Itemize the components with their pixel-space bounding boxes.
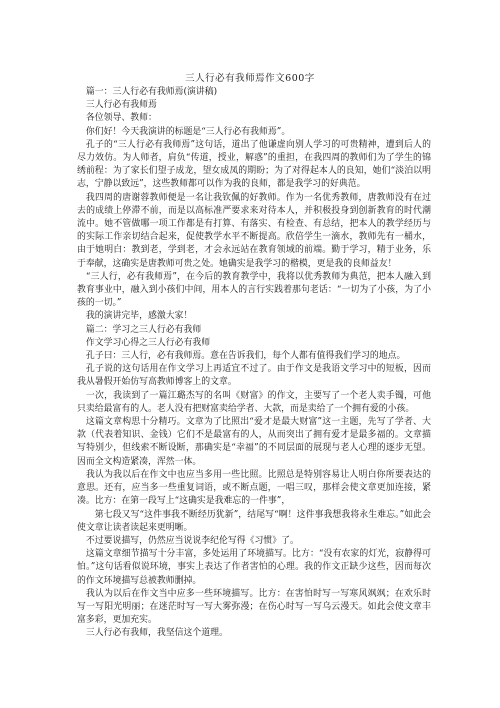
paragraph: 这篇文章构思十分精巧。文章为了比照出“爱才是最大财富”这一主题，先写了学者、大款（代表着知识、金钱）它们不是最富有的人，从而突出了拥有爱才是最多福的。文章描写特别少，但线索不断设断，那确实是“幸福”的不同层面的展现与老人心理的逐步无望。因而全文构造紧凑，浑然一体。 bbox=[77, 417, 431, 467]
paragraph: 孔子说的这句话用在作文学习上再适宜不过了。由于作文是我语文学习中的短板，因而我从暑假开始仿写高教师博客上的文章。 bbox=[77, 364, 431, 388]
paragraph: 我的演讲完毕，感激大家！ bbox=[85, 311, 193, 322]
paragraph: 篇二：学习之三人行必有我师 bbox=[85, 324, 202, 335]
paragraph: “三人行，必有我师焉”，在今后的教育教学中，我将以优秀教师为典范，把本人融入到教育事业中，融入到小孩们中间，用本人的言行实践着那句老话：“一切为了小孩，为了小孩的一切。” bbox=[77, 271, 431, 309]
paragraph: 我认为以后在作文当中应多一些环境描写。比方：在害怕时写一写寒风飒飒；在欢乐时写一写阳光明丽；在迷茫时写一写大雾弥漫；在伤心时写一写乌云漫天。如此会使文章丰富多彩，更加充实。 bbox=[77, 588, 431, 626]
document-title: 三人行必有我师焉作文600字 bbox=[185, 73, 315, 84]
paragraph: 三人行必有我师，我坚信这个道理。 bbox=[85, 628, 228, 639]
paragraph: 孔子曰：三人行，必有我师焉。意在告诉我们，每个人都有值得我们学习的地点。 bbox=[85, 351, 406, 362]
paragraph: 我四周的唐谢蓉教师便是一名让我钦佩的好教师。作为一名优秀教师，唐教师没有在过去的成绩上停滞不前，而是以高标准严要求来对待本人，并积极投身到创新教育的时代潮流中。她不管做哪一项工作都是有打算、有落实、有检查、有总结，把本人的教学经历与的实际工作亲切结合起来，促使教学水平不断提高。欣倍学生一滴水，教师先有一桶水，由于她明白：教到老，学到老，才会永远站在教育领域的前端。勤于学习，精于业务，乐于奉献，这确实是唐教师可贵之处。她确实是我学习的楷模，更是我的良师益友！ bbox=[77, 192, 431, 269]
paragraph: 作文学习心得之三人行必有我师 bbox=[85, 337, 211, 348]
paragraph: 不过要说描写，仍然应当说说李纪伦写得《习惯》了。 bbox=[85, 535, 299, 546]
paragraph: 一次，我读到了一篇江璐杰写的名叫《财富》的作文，主要写了一个老人卖手镯，可他只卖给最富有的人。老人没有把财富卖给学者、大款，而是卖给了一个拥有爱的小孩。 bbox=[77, 390, 431, 414]
paragraph: 篇一：三人行必有我师焉(演讲稿) bbox=[85, 87, 218, 97]
paragraph: 三人行必有我师焉 bbox=[85, 100, 157, 111]
paragraph: 你们好！今天我演讲的标题是“三人行必有我师焉”。 bbox=[85, 126, 291, 137]
paragraph: 这篇文章细节描写十分丰富，多处运用了环境描写。比方：“没有农家的灯光，寂静得可怕。”这句话看似说环境，事实上表达了作者害怕的心理。我的作文正缺少这些，因而每次的作文环境描写总被教师删掉。 bbox=[77, 549, 431, 586]
document-body bbox=[77, 86, 431, 641]
paragraph: 各位领导、教师： bbox=[85, 113, 157, 124]
paragraph: 第七段又写“这件事我不断经历犹新”，结尾写“啊！这件事我想我将永生难忘。”如此会使文章让读者读起来更明晰。 bbox=[77, 509, 431, 533]
paragraph: 孔子的“三人行必有我师焉”这句话，道出了他谦虚向别人学习的可贵精神，遭到后人的尽力效仿。为人师者，肩负“传道，授业，解惑”的重担，在我四周的教师们为了学生的锦绣前程：为了家长们望子成龙，望女成凤的期盼；为了对得起本人的良知，她们“淡泊以明志，宁静以致远”，这些教师都可以作为我的良师，都是我学习的好典范。 bbox=[77, 139, 431, 190]
paragraph: 我认为我以后在作文中也应当多用一些比照。比照总是特别容易让人明白你所要表达的意思。还有，应当多一些重复词语，或不断点题，一唱三叹，那样会使文章更加连接，紧凑。比方：在第一段写上“这确实是我难忘的一件事”， bbox=[77, 469, 431, 507]
